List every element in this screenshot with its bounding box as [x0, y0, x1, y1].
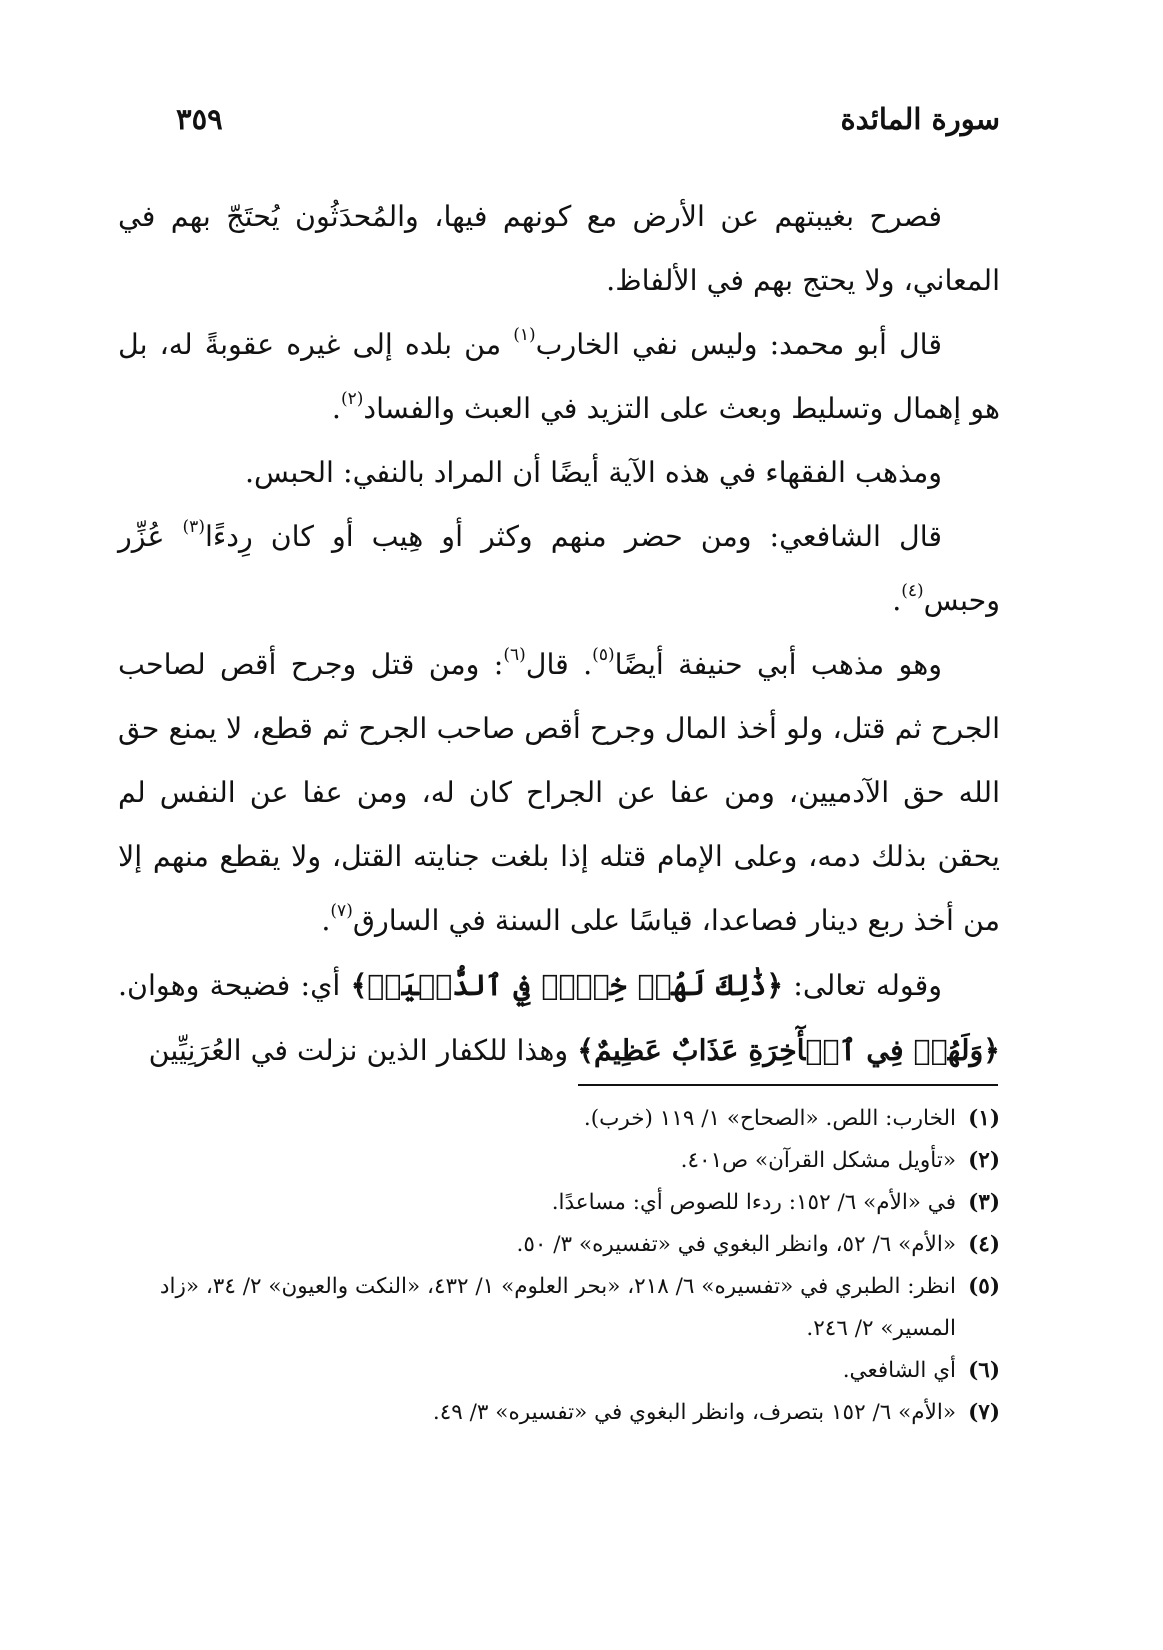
- paragraph-text: ومذهب الفقهاء في هذه الآية أيضًا أن المراد بالنفي: الحبس.: [244, 456, 942, 489]
- footnote-number: (١): [968, 1106, 1000, 1131]
- footnote-4: [118, 1224, 1000, 1266]
- paragraph-text: قال الشافعي: ومن حضر منهم وكثر أو هِيب أو كان رِدءًا: [204, 520, 942, 553]
- footnote-text: «الأم» ٦/ ١٥٢ بتصرف، وانظر البغوي في «تفسيره» ٣/ ٤٩.: [432, 1400, 956, 1425]
- footnote-number: (٢): [968, 1148, 1000, 1173]
- footnote-6: [118, 1350, 1000, 1392]
- paragraph-text: فصرح بغيبتهم عن الأرض مع كونهم فيها، والمُحدَثُون يُحتَجّ بهم في المعاني، ولا يحتج بهم في الألفاظ.: [118, 200, 1000, 297]
- footnote-text: في «الأم» ٦/ ١٥٢: ردءا للصوص أي: مساعدًا.: [551, 1190, 956, 1215]
- paragraph-text: .: [892, 584, 902, 617]
- paragraph-text: عُزِّر وحبس: [118, 520, 1000, 617]
- page-number: ٣٥٩: [176, 102, 223, 136]
- footnote-5: [118, 1266, 1000, 1350]
- footnote-number: (٧): [968, 1400, 1000, 1425]
- paragraph-1: [118, 185, 1000, 313]
- paragraph-3: [118, 441, 1000, 505]
- paragraph-2: [118, 313, 1000, 441]
- paragraph-text: .: [331, 392, 341, 425]
- paragraph-text: من بلده إلى غيره عقوبةً له، بل هو إهمال وتسليط وبعث على التزيد في العبث والفساد: [118, 328, 1000, 425]
- footnotes: [118, 1098, 1000, 1434]
- footnote-text: انظر: الطبري في «تفسيره» ٦/ ٢١٨، «بحر العلوم» ١/ ٤٣٢، «النكت والعيون» ٢/ ٣٤، «زاد المسير» ٢/ ٢٤٦.: [159, 1274, 956, 1341]
- footnote-divider: [578, 1084, 998, 1086]
- paragraph-text: وقوله تعالى:: [783, 969, 942, 1002]
- footnote-text: أي الشافعي.: [842, 1358, 956, 1383]
- footnote-7: [118, 1392, 1000, 1434]
- quran-verse-1: ﴿ذَٰلِكَ لَهُمۡ خِزۡيٞ فِي ٱلدُّنۡيَاۖ﴾: [350, 968, 784, 1002]
- paragraph-text: .: [321, 904, 331, 937]
- paragraph-text: وهذا للكفار الذين نزلت في العُرَنِيِّين: [148, 1034, 578, 1067]
- paragraph-text: قال أبو محمد: وليس نفي الخارب: [535, 328, 942, 361]
- footnote-ref-4[interactable]: (٤): [901, 581, 924, 601]
- quran-verse-2: ﴿وَلَهُمۡ فِي ٱلۡأٓخِرَةِ عَذَابٌ عَظِيمٌ﴾: [577, 1033, 1000, 1067]
- running-title: سورة المائدة: [840, 102, 1000, 136]
- paragraph-4: [118, 505, 1000, 633]
- footnote-number: (٤): [968, 1232, 1000, 1257]
- footnote-ref-3[interactable]: (٣): [182, 517, 205, 537]
- paragraph-5: [118, 633, 1000, 953]
- footnote-text: «الأم» ٦/ ٥٢، وانظر البغوي في «تفسيره» ٣/ ٥٠.: [516, 1232, 956, 1257]
- paragraph-text: : ومن قتل وجرح أقص لصاحب الجرح ثم قتل، ولو أخذ المال وجرح أقص صاحب الجرح ثم قطع، لا يمنع حق الله حق الآدميين، ومن عفا عن الجراح كان له، ومن عفا عن النفس لم يحقن بذلك دمه، وعلى الإمام قتله إذا بلغت جنايته القتل، ولا يقطع منهم إلا من أخذ ربع دينار فصاعدا، قياسًا على السنة في السارق: [118, 648, 1000, 937]
- paragraph-text: أي: فضيحة وهوان.: [118, 969, 351, 1002]
- footnote-1: [118, 1098, 1000, 1140]
- footnote-3: [118, 1182, 1000, 1224]
- footnote-ref-5[interactable]: (٥): [592, 645, 615, 665]
- paragraph-text: وهو مذهب أبي حنيفة أيضًا: [614, 648, 942, 681]
- page-header: [170, 102, 1000, 152]
- main-text: [118, 185, 1000, 1083]
- footnote-text: «تأويل مشكل القرآن» ص٤٠١.: [680, 1148, 956, 1173]
- footnote-number: (٣): [968, 1190, 1000, 1215]
- paragraph-text: . قال: [525, 648, 593, 681]
- footnote-ref-7[interactable]: (٧): [330, 901, 353, 921]
- footnote-text: الخارب: اللص. «الصحاح» ١/ ١١٩ (خرب).: [583, 1106, 956, 1131]
- footnote-ref-2[interactable]: (٢): [340, 389, 364, 409]
- footnote-2: [118, 1140, 1000, 1182]
- footnote-ref-6[interactable]: (٦): [503, 645, 526, 665]
- footnote-number: (٥): [968, 1274, 1000, 1299]
- paragraph-6: [118, 953, 1000, 1083]
- footnote-ref-1[interactable]: (١): [513, 325, 536, 345]
- footnote-number: (٦): [968, 1358, 1000, 1383]
